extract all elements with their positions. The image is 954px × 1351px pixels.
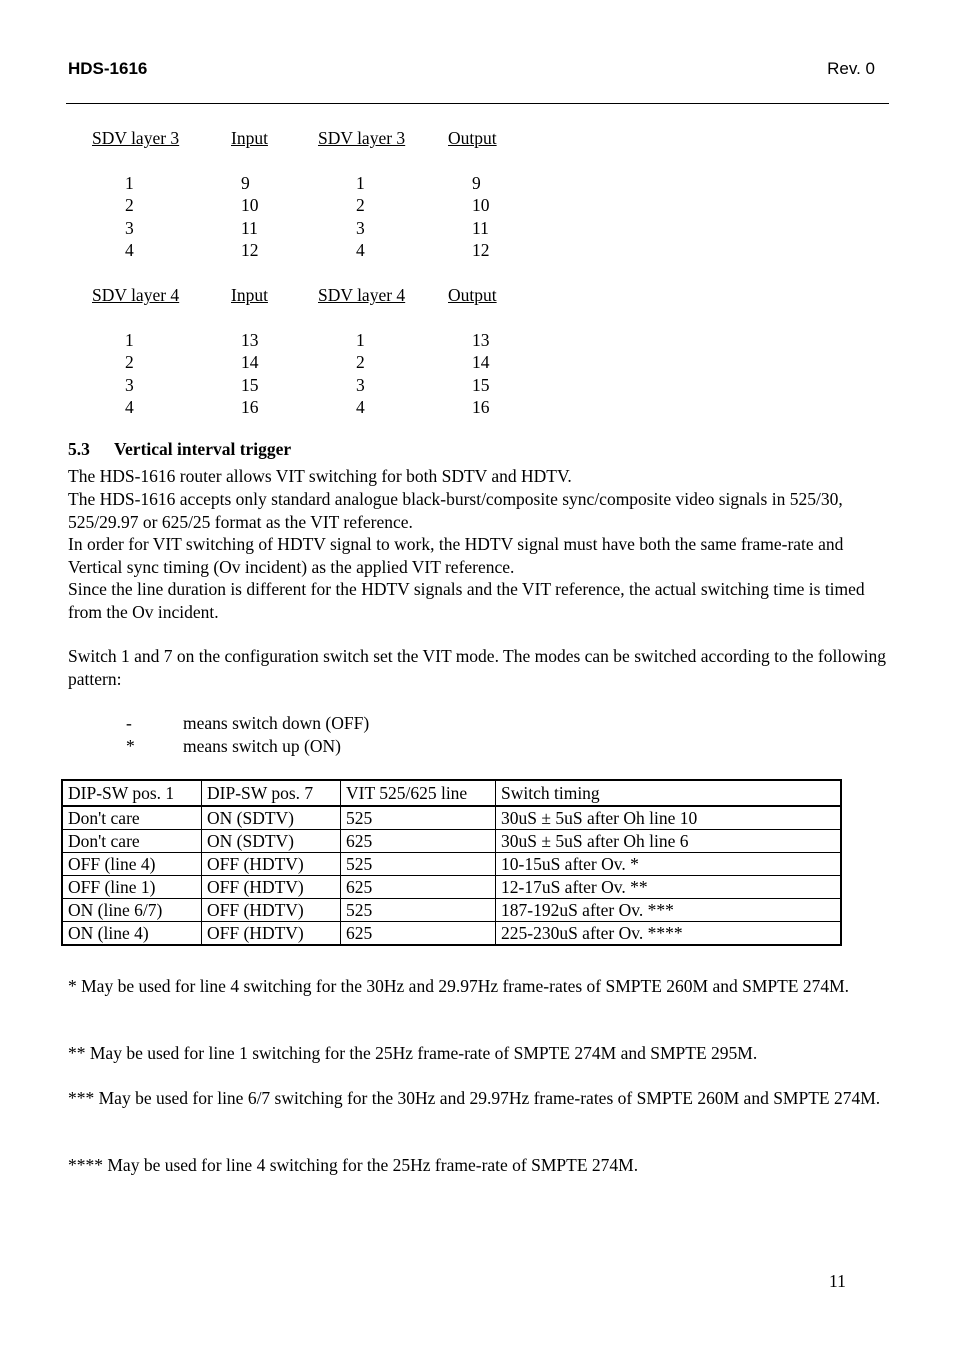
table-cell: 2 [125,352,134,372]
table-cell: 1 [125,329,134,350]
column-header: Output [448,128,497,148]
table-cell: 187-192uS after Ov. *** [496,899,842,922]
table-cell: Don't care [62,806,202,830]
table-row [62,922,841,946]
footnote: ** May be used for line 1 switching for the 25Hz frame-rate of SMPTE 274M and SMPTE 295M. [68,1043,758,1063]
footnote: *** May be used for line 6/7 switching for the 30Hz and 29.97Hz frame-rates of SMPTE 260M and SMPTE 274M. [68,1088,881,1108]
revision-label: Rev. 0 [827,59,875,78]
table-cell: 11 [472,217,489,238]
paragraph: Since the line duration is different for the HDTV signals and the VIT reference, the actual switching time is timed from the Ov incident. [68,579,865,622]
table-cell: OFF (HDTV) [202,899,341,922]
paragraph: Switch 1 and 7 on the configuration switch set the VIT mode. The modes can be switched according to the following pattern: [68,646,886,689]
table-cell: 625 [341,922,496,946]
table-cell: 15 [241,374,259,395]
footnote: **** May be used for line 4 switching for the 25Hz frame-rate of SMPTE 274M. [68,1155,639,1175]
table-cell: 525 [341,899,496,922]
table-cell: 13 [241,329,259,350]
table-header-row [62,780,841,806]
table-cell: 12-17uS after Ov. ** [496,876,842,899]
legend-symbol: * [126,735,135,756]
table-cell: 13 [472,329,490,350]
paragraph: The HDS-1616 router allows VIT switching for both SDTV and HDTV. [68,466,572,486]
header-divider [66,103,889,104]
table-cell: 10 [472,195,490,215]
column-header: Input [231,128,268,148]
legend-symbol: - [126,713,132,733]
table-row [62,806,841,830]
vit-mode-table [61,779,842,946]
table-cell: OFF (HDTV) [202,922,341,946]
footnote: * May be used for line 4 switching for the 30Hz and 29.97Hz frame-rates of SMPTE 260M and SMPTE 274M. [68,976,850,996]
table-cell: 4 [125,240,134,260]
column-header: SDV layer 3 [92,128,180,148]
table-cell: 14 [241,352,259,372]
table-cell: OFF (line 4) [62,853,202,876]
table-cell: 3 [356,217,365,238]
table-cell: 4 [356,240,365,260]
table-cell: 11 [241,217,258,238]
page-number: 11 [829,1271,846,1291]
table-cell: 4 [125,397,134,417]
column-header: VIT 525/625 line [341,780,496,806]
table-cell: 1 [356,329,365,350]
section-heading [68,438,291,461]
table-cell: 2 [356,352,365,372]
table-cell: 525 [341,806,496,830]
document-title: HDS-1616 [68,59,148,78]
table-cell: 1 [125,172,134,193]
column-header: SDV layer 4 [318,285,406,305]
table-cell: 14 [472,352,490,372]
table-cell: 3 [125,217,134,238]
table-cell: 16 [241,397,259,417]
legend-text: means switch up (ON) [183,735,341,756]
table-cell: 625 [341,876,496,899]
table-cell: 30uS ± 5uS after Oh line 6 [496,830,842,853]
table-cell: ON (line 6/7) [62,899,202,922]
table-cell: 10-15uS after Ov. * [496,853,842,876]
table-cell: 1 [356,172,365,193]
column-header: DIP-SW pos. 7 [202,780,341,806]
table-cell: 525 [341,853,496,876]
table-cell: 10 [241,195,259,215]
table-row [62,876,841,899]
table-cell: ON (SDTV) [202,830,341,853]
section-title: Vertical interval trigger [114,439,292,459]
table-cell: 9 [241,172,250,193]
table-cell: 30uS ± 5uS after Oh line 10 [496,806,842,830]
table-cell: 12 [241,240,259,260]
paragraph: The HDS-1616 accepts only standard analogue black-burst/composite sync/composite video signals in 525/30, 525/29.97 or 625/25 format as the VIT reference. [68,489,843,532]
legend-text: means switch down (OFF) [183,713,370,733]
table-cell: ON (line 4) [62,922,202,946]
table-cell: 2 [125,195,134,215]
table-row [62,830,841,853]
table-cell: 2 [356,195,365,215]
column-header: Switch timing [496,780,842,806]
paragraph: In order for VIT switching of HDTV signal to work, the HDTV signal must have both the same frame-rate and Vertical sync timing (Ov incident) as the applied VIT reference. [68,534,844,577]
column-header: Output [448,285,497,305]
table-row [62,853,841,876]
table-cell: 625 [341,830,496,853]
table-row [62,899,841,922]
table-cell: 225-230uS after Ov. **** [496,922,842,946]
table-cell: OFF (HDTV) [202,876,341,899]
table-cell: 9 [472,172,481,193]
table-cell: 3 [125,374,134,395]
table-cell: Don't care [62,830,202,853]
table-cell: 15 [472,374,490,395]
table-cell: 12 [472,240,490,260]
column-header: Input [231,285,268,305]
column-header: SDV layer 4 [92,285,180,305]
table-cell: ON (SDTV) [202,806,341,830]
table-cell: OFF (HDTV) [202,853,341,876]
table-cell: 16 [472,397,490,417]
table-cell: 4 [356,397,365,417]
section-number: 5.3 [68,439,90,459]
column-header: DIP-SW pos. 1 [62,780,202,806]
table-cell: OFF (line 1) [62,876,202,899]
column-header: SDV layer 3 [318,128,406,148]
table-cell: 3 [356,374,365,395]
